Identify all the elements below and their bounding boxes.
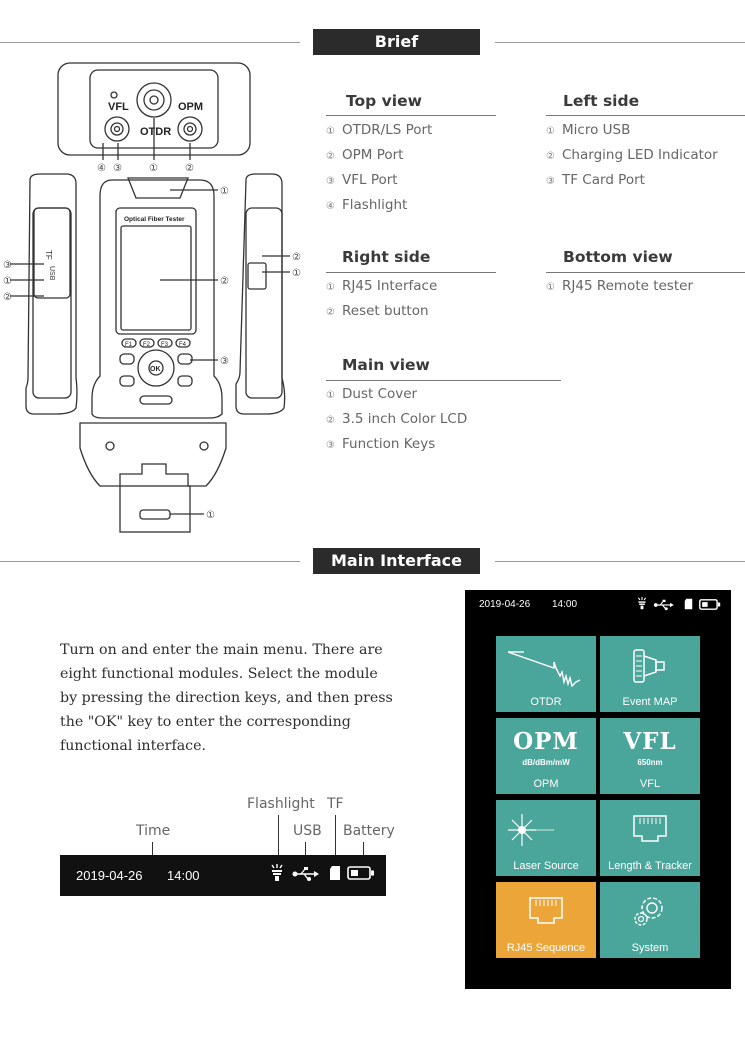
main-view-drawing	[92, 178, 229, 418]
flashlight-icon	[270, 864, 284, 882]
list-item: ① Dust Cover	[326, 386, 418, 402]
callout-tf: TF	[327, 796, 344, 812]
battery-icon	[699, 598, 721, 611]
svg-text:①: ①	[3, 276, 12, 287]
svg-text:②: ②	[3, 292, 12, 303]
svg-text:TF: TF	[44, 250, 53, 260]
list-item: ① OTDR/LS Port	[326, 122, 433, 138]
left-side-title: Left side	[563, 92, 640, 110]
battery-icon	[347, 865, 375, 881]
svg-text:USB: USB	[48, 266, 55, 281]
svg-text:②: ②	[185, 163, 194, 174]
bottom-view-drawing	[80, 423, 226, 532]
list-item: ③ VFL Port	[326, 172, 398, 188]
top-view-title: Top view	[346, 92, 422, 110]
svg-text:F2: F2	[143, 342, 151, 348]
svg-text:①: ①	[220, 186, 229, 197]
top-view-drawing	[58, 63, 250, 174]
callout-flashlight: Flashlight	[247, 796, 315, 812]
svg-text:①: ①	[149, 163, 158, 174]
svg-text:①: ①	[292, 268, 301, 279]
callout-time: Time	[136, 823, 171, 839]
tile-otdr[interactable]: OTDR	[496, 636, 596, 712]
svg-text:③: ③	[113, 163, 122, 174]
status-date: 2019-04-26	[76, 868, 143, 883]
list-item: ① RJ45 Remote tester	[546, 278, 693, 294]
svg-text:OK: OK	[150, 366, 161, 373]
laser-burst-icon	[506, 810, 556, 850]
brief-banner: Brief	[313, 29, 480, 55]
svg-text:①: ①	[206, 510, 215, 521]
screen-date: 2019-04-26	[479, 599, 531, 610]
vfl-label: VFL	[108, 101, 129, 113]
tf-card-icon	[329, 865, 341, 881]
svg-text:③: ③	[3, 260, 12, 271]
main-view-title: Main view	[342, 356, 430, 374]
screen-time: 14:00	[552, 599, 578, 610]
callout-usb: USB	[293, 823, 322, 839]
otdr-trace-icon	[504, 646, 588, 690]
status-time: 14:00	[167, 868, 200, 883]
list-item: ① Micro USB	[546, 122, 631, 138]
right-side-drawing	[236, 174, 301, 414]
svg-text:F3: F3	[161, 342, 169, 348]
svg-text:③: ③	[220, 356, 229, 367]
list-item: ② 3.5 inch Color LCD	[326, 411, 468, 427]
list-item: ② Reset button	[326, 303, 429, 319]
svg-text:④: ④	[97, 163, 106, 174]
tile-rj45-sequence[interactable]: RJ45 Sequence	[496, 882, 596, 958]
event-map-icon	[630, 646, 670, 686]
status-bar-example	[60, 855, 386, 896]
main-interface-banner: Main Interface	[313, 548, 480, 574]
otdr-label: OTDR	[140, 126, 172, 138]
device-screen	[465, 590, 731, 989]
svg-text:Optical Fiber Tester: Optical Fiber Tester	[124, 216, 185, 223]
list-item: ② OPM Port	[326, 147, 404, 163]
tile-event-map[interactable]: Event MAP	[600, 636, 700, 712]
usb-icon	[292, 866, 320, 882]
flashlight-icon	[637, 597, 647, 610]
svg-text:②: ②	[292, 252, 301, 263]
left-side-drawing	[3, 174, 77, 414]
list-item: ② Charging LED Indicator	[546, 147, 718, 163]
list-item: ③ TF Card Port	[546, 172, 645, 188]
right-side-title: Right side	[342, 248, 431, 266]
list-item: ③ Function Keys	[326, 436, 436, 452]
callout-battery: Battery	[343, 823, 395, 839]
tile-opm[interactable]: OPM dB/dBm/mW OPM	[496, 718, 596, 794]
device-diagram	[0, 58, 310, 538]
tile-vfl[interactable]: VFL 650nm VFL	[600, 718, 700, 794]
rj45-port-icon	[632, 812, 668, 844]
opm-label: OPM	[178, 101, 204, 113]
tile-length-tracker[interactable]: Length & Tracker	[600, 800, 700, 876]
svg-text:F4: F4	[179, 342, 187, 348]
tf-card-icon	[684, 598, 693, 610]
tile-system[interactable]: System	[600, 882, 700, 958]
tile-laser-source[interactable]: Laser Source	[496, 800, 596, 876]
list-item: ④ Flashlight	[326, 197, 408, 213]
rj45-port-icon	[528, 894, 564, 926]
svg-text:F1: F1	[125, 342, 133, 348]
bottom-view-title: Bottom view	[563, 248, 673, 266]
description-text: Turn on and enter the main menu. There are eight functional modules. Select the module by pressing the direction keys, and then press the "OK" key to enter the corresponding functional interface.	[60, 642, 393, 754]
svg-text:②: ②	[220, 276, 229, 287]
gear-icon	[632, 894, 668, 928]
list-item: ① RJ45 Interface	[326, 278, 438, 294]
usb-icon	[653, 599, 675, 611]
